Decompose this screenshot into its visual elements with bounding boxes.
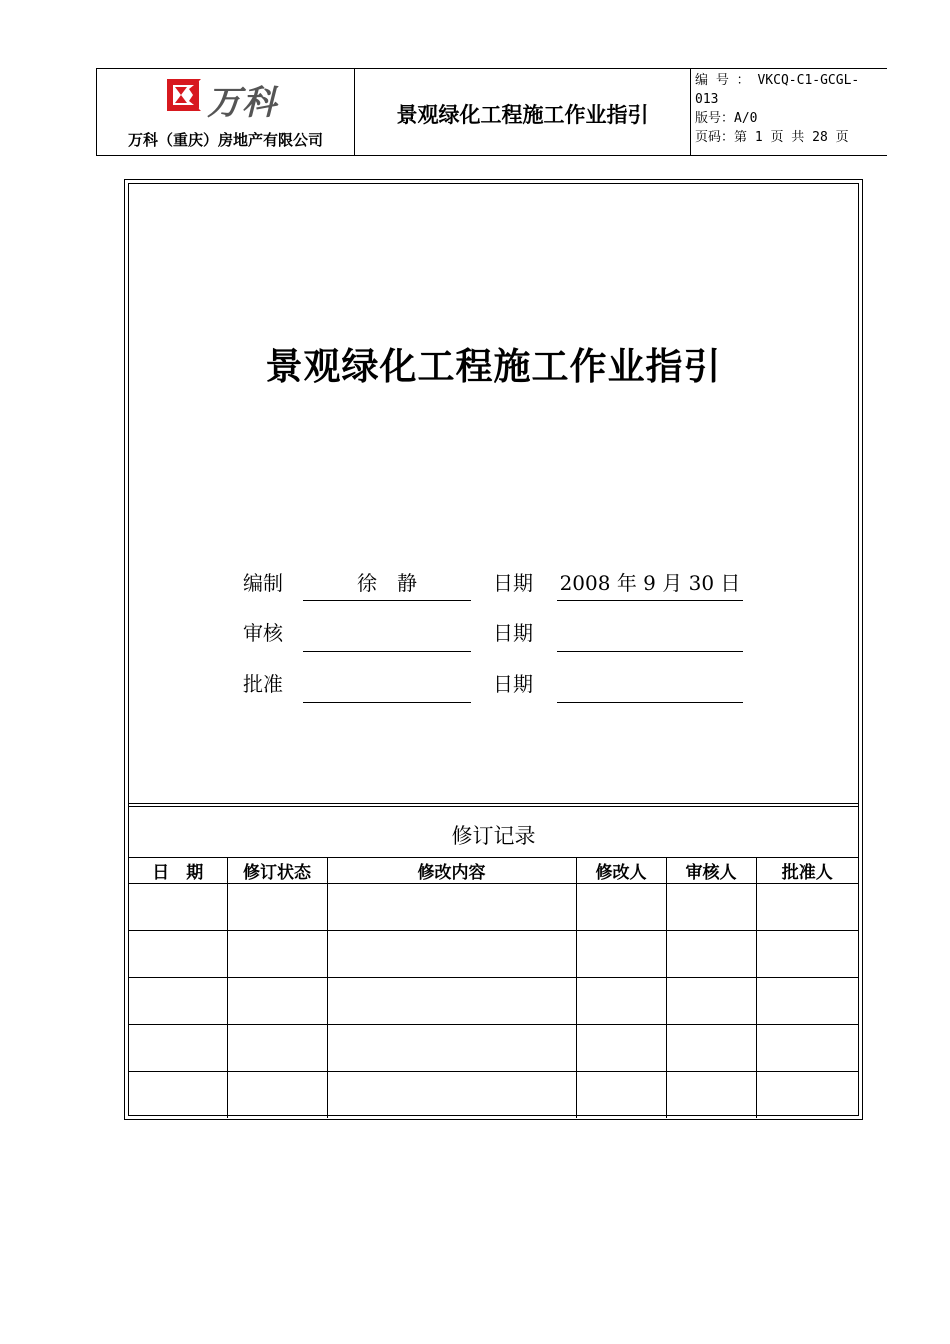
revision-table: [129, 857, 858, 1118]
table-cell: [666, 1072, 756, 1119]
table-cell: [756, 884, 858, 931]
logo-wordmark: 万科: [207, 83, 277, 123]
table-row: [129, 931, 858, 978]
section-divider: [129, 803, 858, 804]
section-divider: [129, 806, 858, 807]
table-row: [129, 884, 858, 931]
table-cell: [576, 978, 666, 1025]
table-cell: [576, 931, 666, 978]
table-cell: [129, 1072, 227, 1119]
column-header: 修订状态: [227, 858, 327, 884]
table-cell: [129, 884, 227, 931]
table-row: [129, 978, 858, 1025]
table-cell: [756, 1025, 858, 1072]
review-underline: [303, 651, 471, 652]
review-label: 审核: [243, 621, 283, 645]
table-cell: [756, 1072, 858, 1119]
column-header: 修改内容: [327, 858, 576, 884]
column-header: 日 期: [129, 858, 227, 884]
table-cell: [756, 978, 858, 1025]
header-title: 景观绿化工程施工作业指引: [355, 69, 691, 155]
table-cell: [129, 978, 227, 1025]
table-cell: [327, 978, 576, 1025]
prepared-date-underline: [557, 600, 743, 601]
document-header: [96, 68, 887, 156]
approve-label: 批准: [243, 672, 283, 696]
table-cell: [129, 931, 227, 978]
table-cell: [227, 1025, 327, 1072]
table-cell: [129, 1025, 227, 1072]
table-cell: [327, 1072, 576, 1119]
date-label: 日期: [493, 621, 533, 645]
document-meta: [695, 71, 887, 147]
table-row: [129, 1072, 858, 1119]
page-number: 页码：第 1 页 共 28 页: [695, 130, 849, 145]
column-header: 批准人: [756, 858, 858, 884]
review-date-underline: [557, 651, 743, 652]
company-name: 万科（重庆）房地产有限公司: [127, 131, 323, 149]
version-number: 版号：A/0: [695, 111, 758, 126]
table-cell: [227, 978, 327, 1025]
table-cell: [227, 1072, 327, 1119]
document-title: 景观绿化工程施工作业指引: [265, 345, 722, 388]
column-header: 审核人: [666, 858, 756, 884]
table-cell: [576, 1072, 666, 1119]
document-code-line1: 编 号 ： VKCQ-C1-GCGL-: [695, 73, 860, 88]
table-cell: [756, 931, 858, 978]
table-row: [129, 1025, 858, 1072]
cover-frame-inner: [128, 183, 859, 1116]
date-label: 日期: [493, 571, 533, 595]
table-cell: [327, 1025, 576, 1072]
table-cell: [327, 931, 576, 978]
table-cell: [327, 884, 576, 931]
table-cell: [576, 1025, 666, 1072]
table-cell: [227, 931, 327, 978]
document-code-line2: 013: [695, 92, 719, 107]
prepared-underline: [303, 600, 471, 601]
approve-date-underline: [557, 702, 743, 703]
date-label: 日期: [493, 672, 533, 696]
table-cell: [666, 931, 756, 978]
table-cell: [666, 978, 756, 1025]
revision-table-header: [129, 858, 858, 884]
approve-underline: [303, 702, 471, 703]
revision-record-title: 修订记录: [451, 824, 536, 848]
prepared-label: 编制: [243, 571, 283, 595]
table-cell: [227, 884, 327, 931]
table-cell: [666, 1025, 756, 1072]
table-cell: [666, 884, 756, 931]
prepared-date: 2008 年 9 月 30 日: [559, 571, 741, 595]
vanke-logo-icon: [165, 77, 203, 113]
column-header: 修改人: [576, 858, 666, 884]
cover-frame: [124, 179, 863, 1120]
prepared-name: 徐 静: [357, 571, 417, 595]
logo-cell: [97, 69, 355, 155]
table-cell: [576, 884, 666, 931]
